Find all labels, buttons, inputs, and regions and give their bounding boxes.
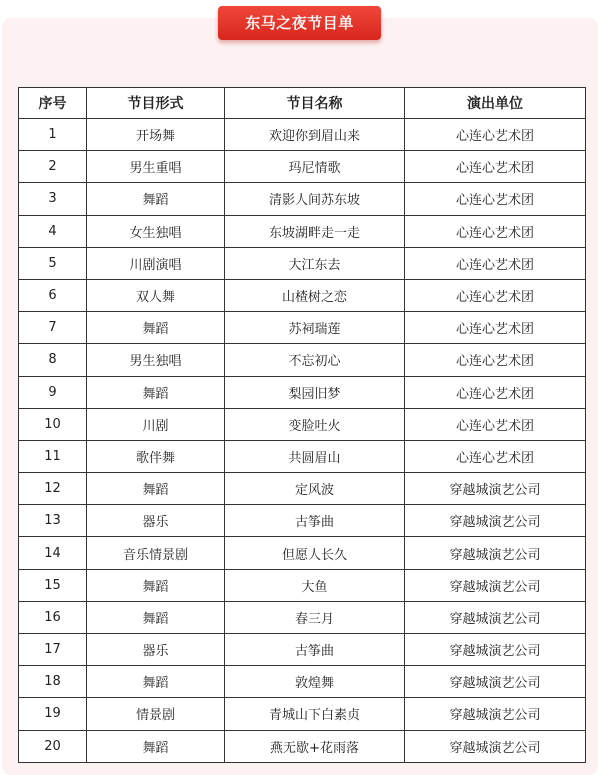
cell-program-name: 山楂树之恋 xyxy=(225,279,405,311)
cell-index: 1 xyxy=(19,119,87,151)
cell-performer: 心连心艺术团 xyxy=(405,440,586,472)
cell-program-name: 古筝曲 xyxy=(225,634,405,666)
cell-program-name: 欢迎你到眉山来 xyxy=(225,119,405,151)
table-row xyxy=(19,730,586,762)
cell-program-name: 敦煌舞 xyxy=(225,666,405,698)
cell-program-name: 燕无歇+花雨落 xyxy=(225,730,405,762)
cell-form: 舞蹈 xyxy=(87,569,225,601)
table-row xyxy=(19,183,586,215)
table-row xyxy=(19,151,586,183)
cell-index: 17 xyxy=(19,634,87,666)
cell-form: 歌伴舞 xyxy=(87,440,225,472)
header-index: 序号 xyxy=(19,88,87,119)
cell-index: 19 xyxy=(19,698,87,730)
cell-performer: 心连心艺术团 xyxy=(405,215,586,247)
cell-form: 女生独唱 xyxy=(87,215,225,247)
cell-form: 川剧 xyxy=(87,408,225,440)
cell-form: 器乐 xyxy=(87,505,225,537)
cell-program-name: 大鱼 xyxy=(225,569,405,601)
page-title: 东马之夜节目单 xyxy=(218,6,381,40)
cell-index: 14 xyxy=(19,537,87,569)
cell-program-name: 梨园旧梦 xyxy=(225,376,405,408)
cell-index: 13 xyxy=(19,505,87,537)
table-row xyxy=(19,408,586,440)
table-row xyxy=(19,473,586,505)
table-row xyxy=(19,247,586,279)
cell-performer: 心连心艺术团 xyxy=(405,408,586,440)
cell-program-name: 东坡湖畔走一走 xyxy=(225,215,405,247)
cell-index: 8 xyxy=(19,344,87,376)
cell-performer: 穿越城演艺公司 xyxy=(405,730,586,762)
cell-index: 2 xyxy=(19,151,87,183)
cell-program-name: 清影人间苏东坡 xyxy=(225,183,405,215)
cell-index: 7 xyxy=(19,312,87,344)
cell-program-name: 定风波 xyxy=(225,473,405,505)
table-row xyxy=(19,698,586,730)
cell-index: 20 xyxy=(19,730,87,762)
header-performer: 演出单位 xyxy=(405,88,586,119)
table-row xyxy=(19,505,586,537)
table-row xyxy=(19,279,586,311)
table-row xyxy=(19,440,586,472)
program-table-container xyxy=(18,87,585,763)
cell-form: 舞蹈 xyxy=(87,376,225,408)
cell-program-name: 青城山下白素贞 xyxy=(225,698,405,730)
cell-form: 舞蹈 xyxy=(87,183,225,215)
table-row xyxy=(19,344,586,376)
cell-program-name: 但愿人长久 xyxy=(225,537,405,569)
cell-program-name: 不忘初心 xyxy=(225,344,405,376)
cell-form: 双人舞 xyxy=(87,279,225,311)
header-name: 节目名称 xyxy=(225,88,405,119)
cell-performer: 穿越城演艺公司 xyxy=(405,537,586,569)
table-row xyxy=(19,569,586,601)
cell-program-name: 玛尼情歌 xyxy=(225,151,405,183)
table-row xyxy=(19,634,586,666)
cell-performer: 穿越城演艺公司 xyxy=(405,505,586,537)
cell-program-name: 春三月 xyxy=(225,601,405,633)
cell-performer: 穿越城演艺公司 xyxy=(405,634,586,666)
cell-index: 3 xyxy=(19,183,87,215)
cell-performer: 穿越城演艺公司 xyxy=(405,569,586,601)
cell-program-name: 大江东去 xyxy=(225,247,405,279)
cell-index: 16 xyxy=(19,601,87,633)
table-row xyxy=(19,119,586,151)
cell-form: 舞蹈 xyxy=(87,312,225,344)
cell-performer: 心连心艺术团 xyxy=(405,279,586,311)
table-row xyxy=(19,312,586,344)
table-header-row xyxy=(19,88,586,119)
cell-form: 器乐 xyxy=(87,634,225,666)
cell-form: 男生独唱 xyxy=(87,344,225,376)
cell-performer: 心连心艺术团 xyxy=(405,376,586,408)
cell-form: 川剧演唱 xyxy=(87,247,225,279)
cell-index: 10 xyxy=(19,408,87,440)
table-row xyxy=(19,215,586,247)
cell-form: 舞蹈 xyxy=(87,601,225,633)
cell-performer: 穿越城演艺公司 xyxy=(405,601,586,633)
cell-index: 18 xyxy=(19,666,87,698)
cell-performer: 心连心艺术团 xyxy=(405,344,586,376)
cell-performer: 穿越城演艺公司 xyxy=(405,666,586,698)
cell-performer: 心连心艺术团 xyxy=(405,312,586,344)
cell-index: 15 xyxy=(19,569,87,601)
cell-form: 音乐情景剧 xyxy=(87,537,225,569)
cell-program-name: 变脸吐火 xyxy=(225,408,405,440)
program-table xyxy=(18,87,586,763)
cell-form: 开场舞 xyxy=(87,119,225,151)
cell-index: 11 xyxy=(19,440,87,472)
table-row xyxy=(19,601,586,633)
table-row xyxy=(19,666,586,698)
cell-performer: 穿越城演艺公司 xyxy=(405,698,586,730)
cell-form: 舞蹈 xyxy=(87,666,225,698)
cell-form: 情景剧 xyxy=(87,698,225,730)
cell-form: 舞蹈 xyxy=(87,473,225,505)
cell-performer: 心连心艺术团 xyxy=(405,247,586,279)
cell-program-name: 共圆眉山 xyxy=(225,440,405,472)
cell-program-name: 苏祠瑞莲 xyxy=(225,312,405,344)
table-row xyxy=(19,537,586,569)
cell-performer: 穿越城演艺公司 xyxy=(405,473,586,505)
cell-index: 4 xyxy=(19,215,87,247)
cell-index: 6 xyxy=(19,279,87,311)
cell-form: 男生重唱 xyxy=(87,151,225,183)
table-row xyxy=(19,376,586,408)
cell-program-name: 古筝曲 xyxy=(225,505,405,537)
cell-form: 舞蹈 xyxy=(87,730,225,762)
cell-index: 5 xyxy=(19,247,87,279)
cell-index: 9 xyxy=(19,376,87,408)
cell-performer: 心连心艺术团 xyxy=(405,119,586,151)
header-form: 节目形式 xyxy=(87,88,225,119)
cell-index: 12 xyxy=(19,473,87,505)
cell-performer: 心连心艺术团 xyxy=(405,183,586,215)
cell-performer: 心连心艺术团 xyxy=(405,151,586,183)
